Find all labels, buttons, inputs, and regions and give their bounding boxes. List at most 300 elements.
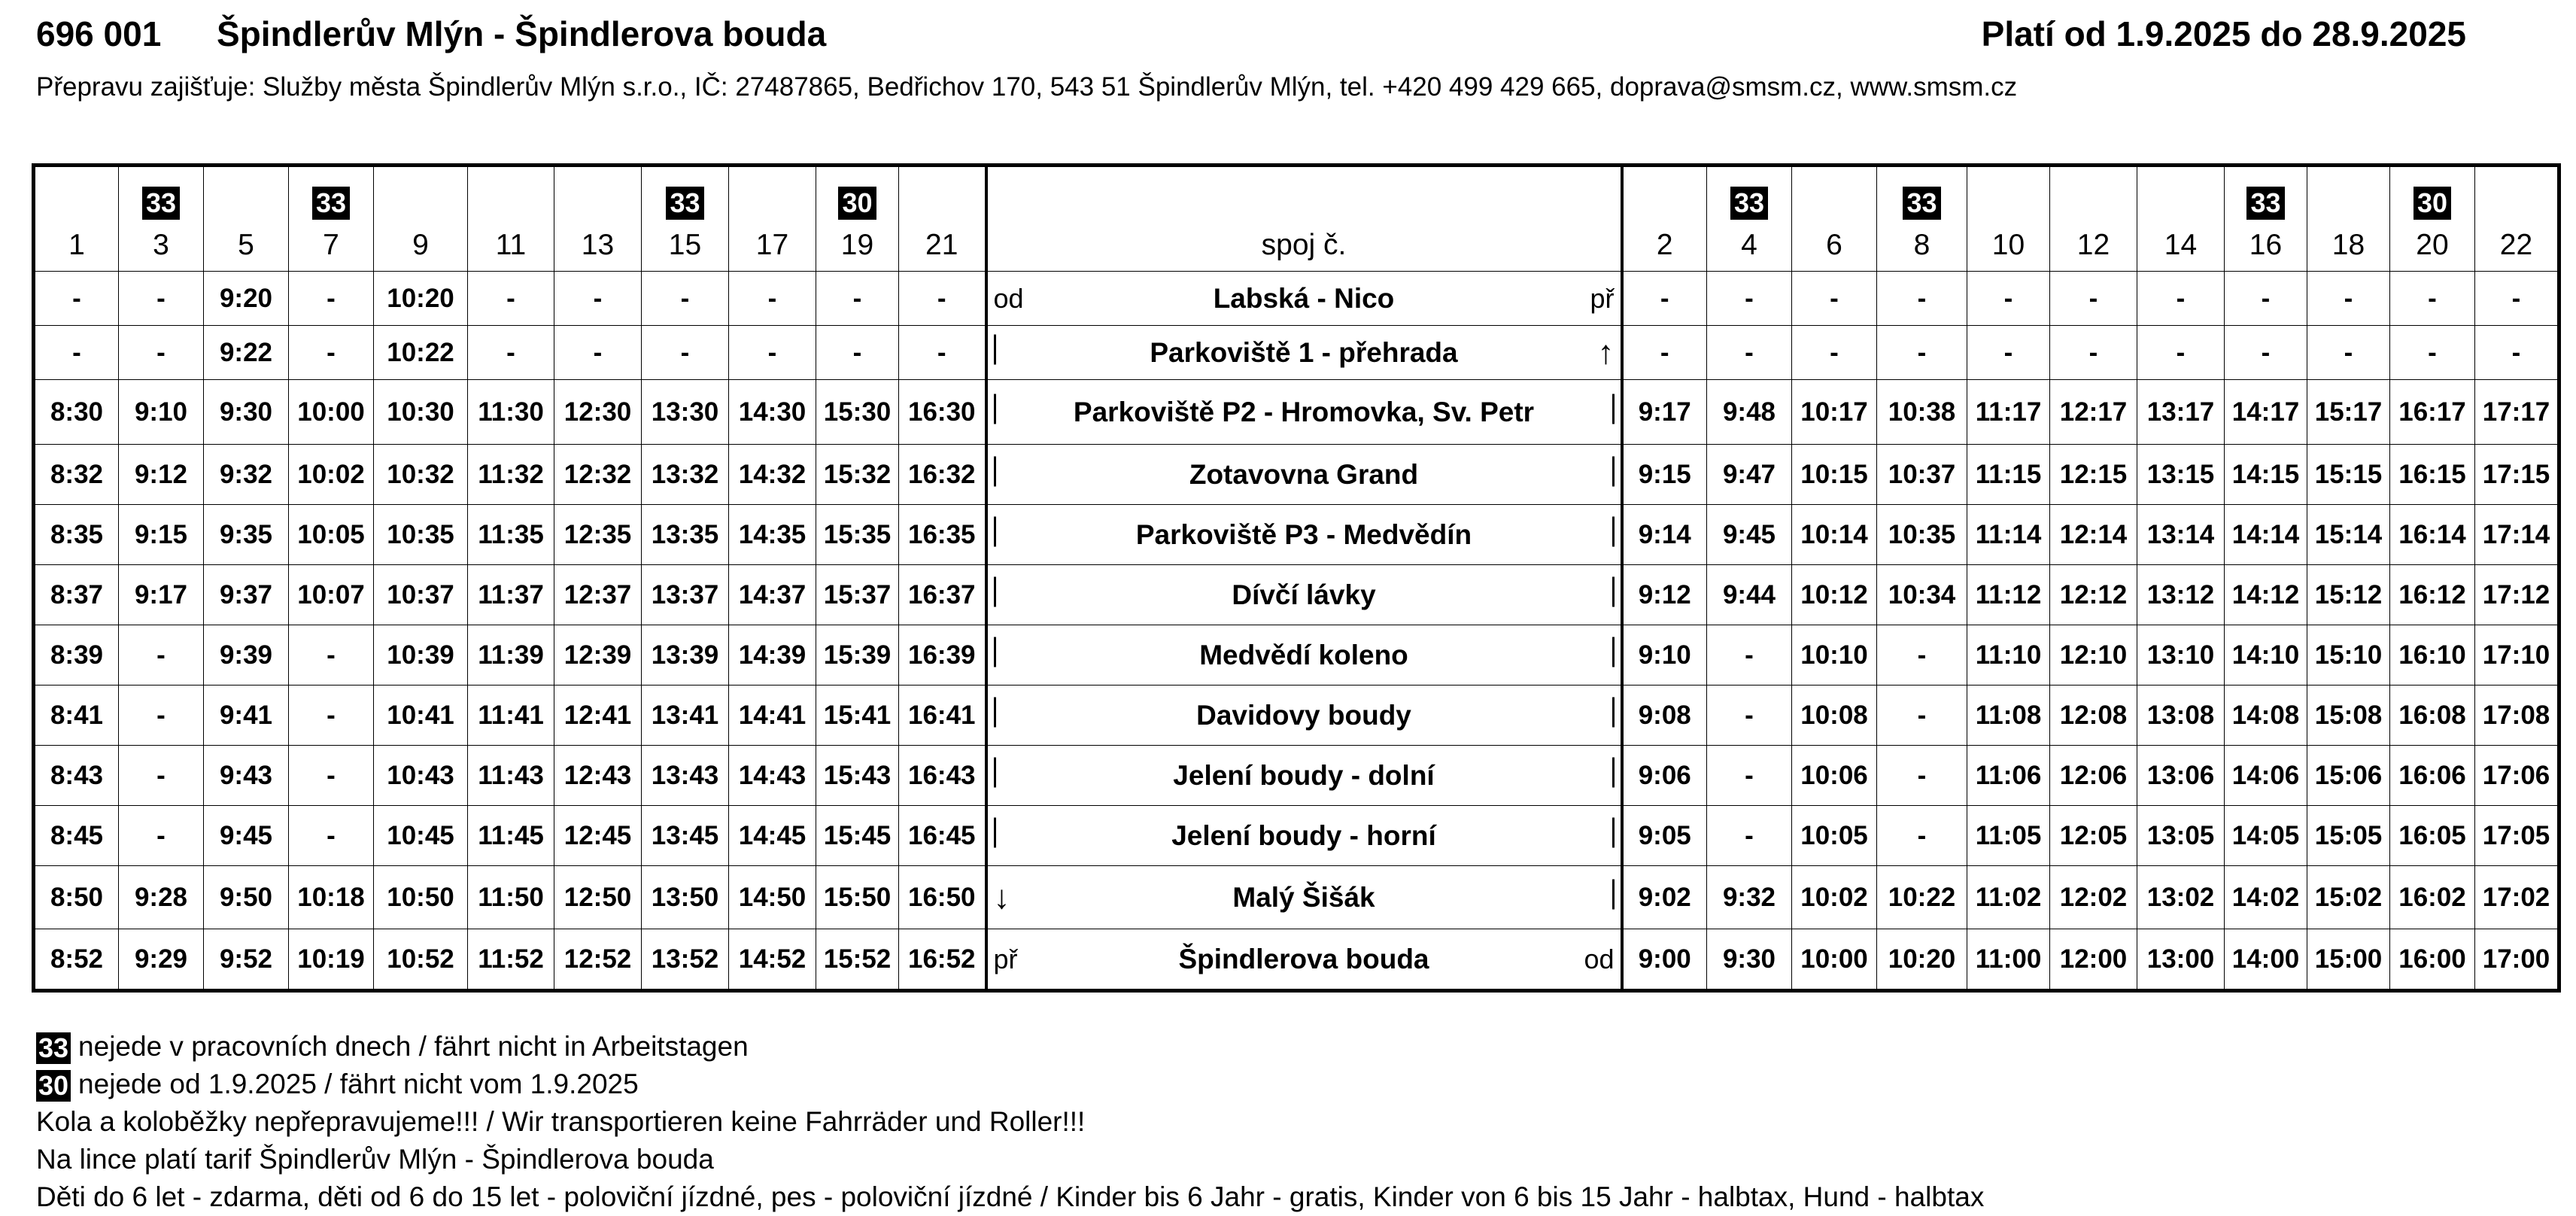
trip-number: 13 <box>581 229 615 261</box>
trip-number-header <box>1877 166 1967 272</box>
departure-time: 10:22 <box>1877 866 1967 929</box>
departure-time: 11:17 <box>1967 380 2050 445</box>
departure-time: - <box>2137 272 2225 326</box>
trip-number-header <box>1967 166 2050 272</box>
restriction-badge: 33 <box>312 187 350 220</box>
departure-time: 15:45 <box>816 806 899 866</box>
stop-row <box>34 445 2559 505</box>
departure-time: 9:45 <box>1707 505 1792 565</box>
stop-box <box>988 397 1621 428</box>
departure-time: 11:14 <box>1967 505 2050 565</box>
departure-time: - <box>2225 326 2307 380</box>
departure-time: 16:14 <box>2390 505 2475 565</box>
departure-time: 9:44 <box>1707 565 1792 625</box>
departure-time: 8:43 <box>34 746 119 806</box>
departure-time: 8:52 <box>34 929 119 991</box>
departure-time: 12:00 <box>2050 929 2137 991</box>
stop-box <box>988 700 1621 731</box>
trip-number-header <box>468 166 554 272</box>
departure-time: 9:12 <box>1622 565 1707 625</box>
departure-time: - <box>119 806 204 866</box>
departure-time: 10:15 <box>1792 445 1877 505</box>
stop-row <box>34 686 2559 746</box>
pass-line-icon <box>994 817 996 854</box>
stop-box <box>988 459 1621 491</box>
departure-time: 11:02 <box>1967 866 2050 929</box>
departure-time: 9:00 <box>1622 929 1707 991</box>
departure-time: 15:39 <box>816 625 899 686</box>
departure-time: - <box>554 272 642 326</box>
departure-time: 9:17 <box>119 565 204 625</box>
departure-time: - <box>554 326 642 380</box>
departure-time: 9:20 <box>204 272 289 326</box>
footnote-text: Děti do 6 let - zdarma, děti od 6 do 15 let - poloviční jízdné, pes - poloviční jízdné / Kinder bis 6 Jahr - gratis, Kinder von 6 bis 15 Jahr - halbtax, Hund - halbtax <box>36 1181 1985 1212</box>
trip-number: 15 <box>668 229 702 261</box>
departure-time: 12:02 <box>2050 866 2137 929</box>
departure-time: 14:50 <box>729 866 816 929</box>
departure-time: - <box>119 746 204 806</box>
trip-number-header <box>1707 166 1792 272</box>
departure-time: - <box>899 326 986 380</box>
stop-cell <box>986 505 1622 565</box>
footnote <box>36 1178 1984 1216</box>
departure-time: 12:10 <box>2050 625 2137 686</box>
departure-time: 10:43 <box>374 746 468 806</box>
stop-cell <box>986 326 1622 380</box>
arrow-up-icon: ↑ <box>1597 333 1615 371</box>
departure-time: 14:14 <box>2225 505 2307 565</box>
departure-time: 10:02 <box>1792 866 1877 929</box>
stop-row <box>34 746 2559 806</box>
departure-time: 10:02 <box>289 445 374 505</box>
departure-time: 8:30 <box>34 380 119 445</box>
departure-time: 16:08 <box>2390 686 2475 746</box>
departure-time: 10:00 <box>1792 929 1877 991</box>
stop-box <box>988 519 1621 551</box>
stop-box <box>988 944 1621 975</box>
departure-time: 10:18 <box>289 866 374 929</box>
departure-time: 16:50 <box>899 866 986 929</box>
departure-time: 12:37 <box>554 565 642 625</box>
departure-time: 15:08 <box>2307 686 2390 746</box>
departure-time: 14:32 <box>729 445 816 505</box>
departure-time: 11:30 <box>468 380 554 445</box>
departure-time: 8:37 <box>34 565 119 625</box>
departure-time: 16:43 <box>899 746 986 806</box>
departure-time: 12:32 <box>554 445 642 505</box>
departure-time: - <box>2475 326 2559 380</box>
departure-time: 13:43 <box>642 746 729 806</box>
trip-number: 18 <box>2331 229 2365 261</box>
spoj-label: spoj č. <box>986 166 1622 272</box>
departure-time: 10:17 <box>1792 380 1877 445</box>
departure-time: 9:52 <box>204 929 289 991</box>
departure-time: 11:39 <box>468 625 554 686</box>
departure-time: 13:10 <box>2137 625 2225 686</box>
pass-line-icon <box>994 757 996 794</box>
departure-time: - <box>1707 625 1792 686</box>
departure-time: 13:32 <box>642 445 729 505</box>
departure-time: - <box>119 326 204 380</box>
departure-time: 13:02 <box>2137 866 2225 929</box>
departure-time: 9:14 <box>1622 505 1707 565</box>
departure-time: 16:41 <box>899 686 986 746</box>
departure-time: - <box>1707 686 1792 746</box>
pass-line-icon <box>1612 697 1615 734</box>
header-row <box>34 166 2559 272</box>
departure-time: - <box>1707 326 1792 380</box>
pass-line-icon <box>1612 817 1615 854</box>
stop-cell <box>986 445 1622 505</box>
departure-time: 15:02 <box>2307 866 2390 929</box>
departure-time: 14:12 <box>2225 565 2307 625</box>
departure-time: 10:06 <box>1792 746 1877 806</box>
departure-time: - <box>2050 326 2137 380</box>
departure-time: - <box>34 326 119 380</box>
departure-time: 11:05 <box>1967 806 2050 866</box>
departure-time: 11:32 <box>468 445 554 505</box>
departure-time: 15:14 <box>2307 505 2390 565</box>
footnote <box>36 1028 1984 1066</box>
pass-line-icon <box>1612 757 1615 794</box>
departure-time: 12:06 <box>2050 746 2137 806</box>
departure-time: 10:19 <box>289 929 374 991</box>
stop-cell <box>986 806 1622 866</box>
pass-line-icon <box>994 576 996 613</box>
pass-line-icon <box>994 516 996 553</box>
departure-time: 14:17 <box>2225 380 2307 445</box>
stop-box <box>988 878 1621 916</box>
stop-cell <box>986 380 1622 445</box>
departure-time: 9:02 <box>1622 866 1707 929</box>
departure-time: - <box>1877 625 1967 686</box>
departure-time: 10:10 <box>1792 625 1877 686</box>
departure-time: 16:06 <box>2390 746 2475 806</box>
departure-time: 15:37 <box>816 565 899 625</box>
pass-line-icon <box>1612 576 1615 613</box>
departure-time: - <box>1622 272 1707 326</box>
stop-box <box>988 760 1621 792</box>
departure-time: 10:34 <box>1877 565 1967 625</box>
departure-time: 13:12 <box>2137 565 2225 625</box>
departure-time: 9:10 <box>119 380 204 445</box>
departure-time: - <box>2307 272 2390 326</box>
departure-time: 9:50 <box>204 866 289 929</box>
restriction-badge: 33 <box>36 1032 71 1064</box>
departure-time: 15:50 <box>816 866 899 929</box>
pass-line-icon <box>994 456 996 493</box>
departure-time: 16:37 <box>899 565 986 625</box>
stop-name: Špindlerova bouda <box>1178 943 1429 974</box>
trip-number: 10 <box>1991 229 2025 261</box>
stop-cell <box>986 686 1622 746</box>
departure-time: - <box>2307 326 2390 380</box>
departure-time: 16:30 <box>899 380 986 445</box>
restriction-badge: 33 <box>2246 187 2284 220</box>
trip-number: 1 <box>68 229 85 261</box>
departure-time: 16:10 <box>2390 625 2475 686</box>
departure-time: - <box>2050 272 2137 326</box>
trip-number-header <box>2137 166 2225 272</box>
stop-name: Labská - Nico <box>1213 282 1395 314</box>
stop-box <box>988 820 1621 852</box>
stop-name: Parkoviště P3 - Medvědín <box>1135 518 1472 550</box>
departure-time: - <box>899 272 986 326</box>
departure-time: 10:35 <box>374 505 468 565</box>
stop-name: Parkoviště P2 - Hromovka, Sv. Petr <box>1073 396 1535 427</box>
pass-line-icon <box>1612 456 1615 493</box>
trip-number-header <box>374 166 468 272</box>
departure-time: 9:32 <box>1707 866 1792 929</box>
stop-row <box>34 565 2559 625</box>
departure-time: 13:14 <box>2137 505 2225 565</box>
departure-time: 9:30 <box>204 380 289 445</box>
trip-number-header <box>2225 166 2307 272</box>
departure-time: 10:07 <box>289 565 374 625</box>
timetable <box>32 163 2561 993</box>
departure-time: 16:02 <box>2390 866 2475 929</box>
direction-label: př <box>993 943 1018 974</box>
departure-time: 14:00 <box>2225 929 2307 991</box>
departure-time: - <box>289 686 374 746</box>
stop-row <box>34 929 2559 991</box>
departure-time: 8:32 <box>34 445 119 505</box>
departure-time: 13:30 <box>642 380 729 445</box>
departure-time: 9:45 <box>204 806 289 866</box>
departure-time: 16:05 <box>2390 806 2475 866</box>
departure-time: 16:35 <box>899 505 986 565</box>
restriction-badge: 30 <box>36 1070 71 1102</box>
departure-time: 14:43 <box>729 746 816 806</box>
departure-time: - <box>119 272 204 326</box>
departure-time: 9:35 <box>204 505 289 565</box>
departure-time: - <box>1707 746 1792 806</box>
departure-time: - <box>1877 746 1967 806</box>
departure-time: 8:41 <box>34 686 119 746</box>
trip-number-header <box>204 166 289 272</box>
departure-time: 9:28 <box>119 866 204 929</box>
restriction-badge: 33 <box>142 187 180 220</box>
trip-number-header <box>119 166 204 272</box>
departure-time: - <box>119 625 204 686</box>
departure-time: 12:08 <box>2050 686 2137 746</box>
departure-time: 15:12 <box>2307 565 2390 625</box>
trip-number-header <box>729 166 816 272</box>
departure-time: 13:52 <box>642 929 729 991</box>
departure-time: 13:17 <box>2137 380 2225 445</box>
operator-info: Přepravu zajišťuje: Služby města Špindlerův Mlýn s.r.o., IČ: 27487865, Bedřichov 170, 543 51 Špindlerův Mlýn, tel. +420 499 429 665, doprava@smsm.cz, www.smsm.cz <box>36 72 2018 102</box>
departure-time: 16:39 <box>899 625 986 686</box>
departure-time: 10:32 <box>374 445 468 505</box>
departure-time: 9:39 <box>204 625 289 686</box>
departure-time: 9:47 <box>1707 445 1792 505</box>
trip-number: 17 <box>755 229 789 261</box>
departure-time: 12:50 <box>554 866 642 929</box>
departure-time: - <box>1877 806 1967 866</box>
departure-time: 9:37 <box>204 565 289 625</box>
footnote-text: Na lince platí tarif Špindlerův Mlýn - Špindlerova bouda <box>36 1144 714 1175</box>
trip-number: 14 <box>2164 229 2198 261</box>
departure-time: 11:37 <box>468 565 554 625</box>
footnote-text: nejede v pracovních dnech / fährt nicht in Arbeitstagen <box>78 1031 749 1062</box>
departure-time: 11:41 <box>468 686 554 746</box>
departure-time: 11:10 <box>1967 625 2050 686</box>
pass-line-icon <box>994 334 996 371</box>
stop-row <box>34 625 2559 686</box>
departure-time: 15:15 <box>2307 445 2390 505</box>
trip-number: 16 <box>2249 229 2283 261</box>
trip-number-header <box>642 166 729 272</box>
header <box>36 14 2466 59</box>
trip-number-header <box>34 166 119 272</box>
trip-number-header <box>289 166 374 272</box>
stop-cell <box>986 866 1622 929</box>
stop-name: Zotavovna Grand <box>1189 458 1419 490</box>
departure-time: 14:10 <box>2225 625 2307 686</box>
departure-time: 12:05 <box>2050 806 2137 866</box>
departure-time: - <box>2137 326 2225 380</box>
departure-time: 14:41 <box>729 686 816 746</box>
departure-time: 17:05 <box>2475 806 2559 866</box>
departure-time: 11:35 <box>468 505 554 565</box>
departure-time: 11:45 <box>468 806 554 866</box>
departure-time: 9:29 <box>119 929 204 991</box>
departure-time: - <box>289 625 374 686</box>
departure-time: 9:08 <box>1622 686 1707 746</box>
departure-time: 9:22 <box>204 326 289 380</box>
trip-number-header <box>816 166 899 272</box>
restriction-badge: 30 <box>838 187 876 220</box>
departure-time: 12:17 <box>2050 380 2137 445</box>
departure-time: 17:06 <box>2475 746 2559 806</box>
departure-time: 15:10 <box>2307 625 2390 686</box>
departure-time: 11:00 <box>1967 929 2050 991</box>
departure-time: 14:39 <box>729 625 816 686</box>
departure-time: - <box>642 326 729 380</box>
departure-time: 10:50 <box>374 866 468 929</box>
departure-time: 12:45 <box>554 806 642 866</box>
restriction-badge: 33 <box>1903 187 1940 220</box>
departure-time: 13:39 <box>642 625 729 686</box>
departure-time: 10:05 <box>289 505 374 565</box>
departure-time: 9:05 <box>1622 806 1707 866</box>
departure-time: 9:43 <box>204 746 289 806</box>
departure-time: - <box>1877 326 1967 380</box>
departure-time: 11:52 <box>468 929 554 991</box>
departure-time: 15:41 <box>816 686 899 746</box>
stop-row <box>34 272 2559 326</box>
departure-time: 13:37 <box>642 565 729 625</box>
departure-time: 16:00 <box>2390 929 2475 991</box>
departure-time: 13:05 <box>2137 806 2225 866</box>
departure-time: 11:08 <box>1967 686 2050 746</box>
departure-time: 12:35 <box>554 505 642 565</box>
departure-time: 17:15 <box>2475 445 2559 505</box>
departure-time: - <box>642 272 729 326</box>
footnote <box>36 1066 1984 1103</box>
direction-label: od <box>993 282 1024 314</box>
departure-time: 15:05 <box>2307 806 2390 866</box>
departure-time: - <box>289 272 374 326</box>
departure-time: 10:38 <box>1877 380 1967 445</box>
departure-time: 14:30 <box>729 380 816 445</box>
departure-time: 9:12 <box>119 445 204 505</box>
trip-number: 21 <box>925 229 958 261</box>
departure-time: - <box>34 272 119 326</box>
trip-number: 2 <box>1656 229 1673 261</box>
pass-line-icon <box>994 394 996 430</box>
footnotes <box>36 1028 1984 1216</box>
departure-time: 13:41 <box>642 686 729 746</box>
trip-number-header <box>1792 166 1877 272</box>
departure-time: - <box>1707 806 1792 866</box>
departure-time: 12:52 <box>554 929 642 991</box>
pass-line-icon <box>1612 516 1615 553</box>
departure-time: 17:14 <box>2475 505 2559 565</box>
departure-time: - <box>468 326 554 380</box>
departure-time: 17:00 <box>2475 929 2559 991</box>
departure-time: 15:32 <box>816 445 899 505</box>
departure-time: - <box>1967 272 2050 326</box>
trip-number-header <box>2050 166 2137 272</box>
departure-time: 14:52 <box>729 929 816 991</box>
departure-time: 12:14 <box>2050 505 2137 565</box>
stop-row <box>34 326 2559 380</box>
departure-time: - <box>1877 272 1967 326</box>
trip-number: 22 <box>2499 229 2533 261</box>
stop-cell <box>986 625 1622 686</box>
stop-name: Parkoviště 1 - přehrada <box>1150 336 1458 368</box>
trip-number: 19 <box>840 229 874 261</box>
departure-time: - <box>2225 272 2307 326</box>
trip-number: 3 <box>153 229 169 261</box>
departure-time: 9:15 <box>1622 445 1707 505</box>
departure-time: 8:50 <box>34 866 119 929</box>
trip-number-header <box>899 166 986 272</box>
departure-time: 14:35 <box>729 505 816 565</box>
departure-time: 11:43 <box>468 746 554 806</box>
pass-line-icon <box>1612 879 1615 916</box>
departure-time: 10:39 <box>374 625 468 686</box>
departure-time: 9:06 <box>1622 746 1707 806</box>
departure-time: - <box>468 272 554 326</box>
pass-line-icon <box>994 637 996 673</box>
restriction-badge: 33 <box>666 187 703 220</box>
arrow-down-icon: ↓ <box>993 878 1010 916</box>
departure-time: 17:02 <box>2475 866 2559 929</box>
trip-number: 6 <box>1826 229 1842 261</box>
departure-time: 14:37 <box>729 565 816 625</box>
departure-time: 16:52 <box>899 929 986 991</box>
departure-time: 13:06 <box>2137 746 2225 806</box>
departure-time: 9:32 <box>204 445 289 505</box>
departure-time: - <box>1792 272 1877 326</box>
stop-cell <box>986 272 1622 326</box>
direction-label: od <box>1584 943 1615 974</box>
stop-cell <box>986 565 1622 625</box>
departure-time: 15:35 <box>816 505 899 565</box>
departure-time: 12:43 <box>554 746 642 806</box>
departure-time: 12:12 <box>2050 565 2137 625</box>
departure-time: - <box>289 326 374 380</box>
trip-number: 20 <box>2416 229 2449 261</box>
stop-row <box>34 866 2559 929</box>
departure-time: 13:50 <box>642 866 729 929</box>
stop-name: Medvědí koleno <box>1199 639 1408 670</box>
departure-time: 16:12 <box>2390 565 2475 625</box>
departure-time: 11:06 <box>1967 746 2050 806</box>
footnote <box>36 1103 1984 1141</box>
